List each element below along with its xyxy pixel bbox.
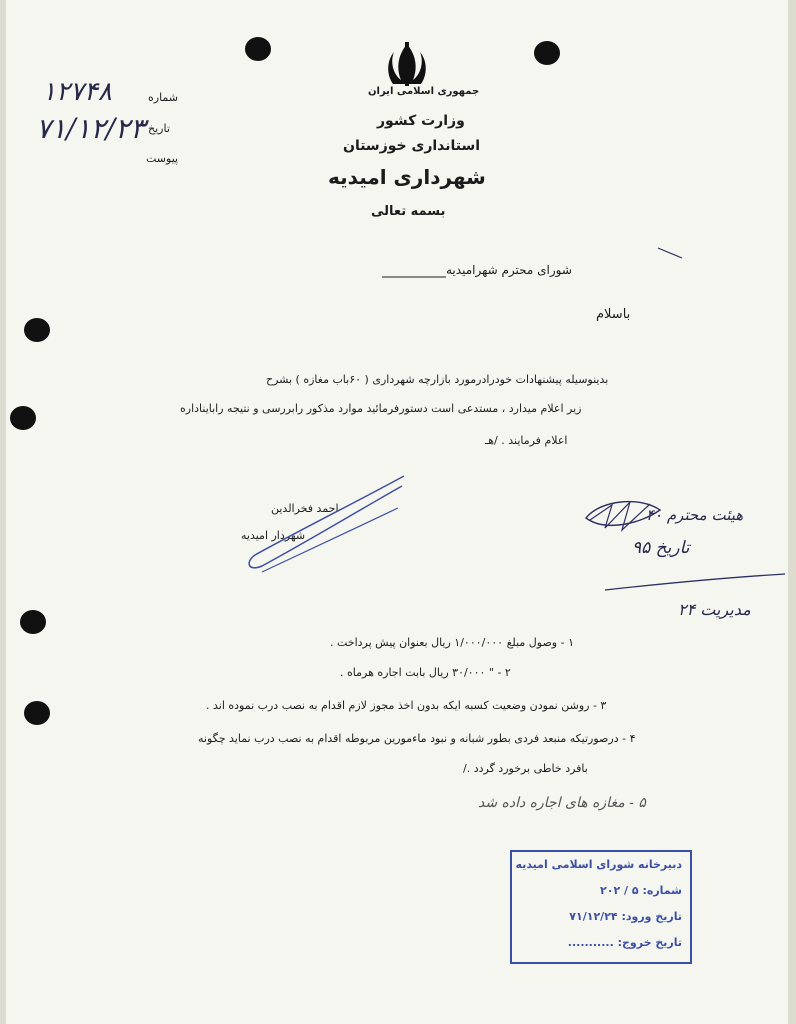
stamp-entry-date: تاریخ ورود: ۷۱/۱۲/۲۴ (569, 910, 682, 923)
attachment-label: پیوست (146, 152, 179, 165)
item-1: ۱ - وصول مبلغ ۱/۰۰۰/۰۰۰ ریال بعنوان پیش پرداخت . (330, 636, 574, 649)
municipality-name: شهرداری امیدیه (328, 165, 486, 189)
signer-name: احمد فخرالدین (271, 502, 339, 515)
emblem-caption: جمهوری اسلامی ایران (368, 86, 480, 97)
stamp-number: شماره: ۵ / ۲۰۲ (600, 884, 682, 897)
margin-note-line-2: تاریخ ۹۵ (632, 538, 690, 558)
margin-note-line-1: هیئت محترم ۴۰ (646, 506, 744, 524)
stamp-exit-date: تاریخ خروج: ........... (567, 936, 682, 949)
invocation: بسمه تعالی (371, 204, 446, 219)
date-label: تاریخ (148, 122, 170, 135)
item-4-continued: بافرد خاطی برخورد گردد ./ (463, 762, 588, 775)
number-value: ۱۲۷۴۸ (42, 77, 112, 107)
addressee: شورای محترم شهرامیدیه (446, 263, 572, 277)
item-3: ۳ - روشن نمودن وضعیت کسبه ایکه بدون اخذ مجوز لازم اقدام به نصب درب نموده اند . (206, 699, 607, 712)
stamp-title: دبیرخانه شورای اسلامی امیدیه (515, 858, 682, 871)
handwritten-item-5: ۵ - مغازه های اجاره داده شد (478, 795, 646, 811)
body-line-1: بدینوسیله پیشنهادات خودرادرمورد بازارچه شهرداری ( ۶۰باب مغازه ) بشرح (266, 373, 609, 386)
body-line-3: اعلام فرمایند . /هـ (485, 434, 568, 447)
number-label: شماره (148, 91, 179, 104)
body-line-2: زیر اعلام میدارد ، مستدعی است دستورفرمائید موارد مذکور رابررسی و نتیجه رابایناداره (180, 402, 582, 415)
secretariat-stamp (510, 850, 692, 964)
greeting: باسلام (596, 307, 631, 322)
signer-title: شهردار امیدیه (241, 529, 306, 542)
date-value: ۷۱/۱۲/۲۳ (36, 112, 146, 145)
governorate-name: استانداری خوزستان (343, 138, 481, 154)
ministry-name: وزارت کشور (377, 113, 465, 129)
item-2: ۲ - " ۳۰/۰۰۰ ریال بابت اجاره هرماه . (340, 666, 511, 679)
item-4: ۴ - درصورتیکه منبعد فردی بطور شبانه و نبود ماءمورین مربوطه اقدام به نصب درب نماید چگونه (198, 732, 636, 745)
margin-note-line-3: مدیریت ۲۴ (678, 600, 751, 619)
